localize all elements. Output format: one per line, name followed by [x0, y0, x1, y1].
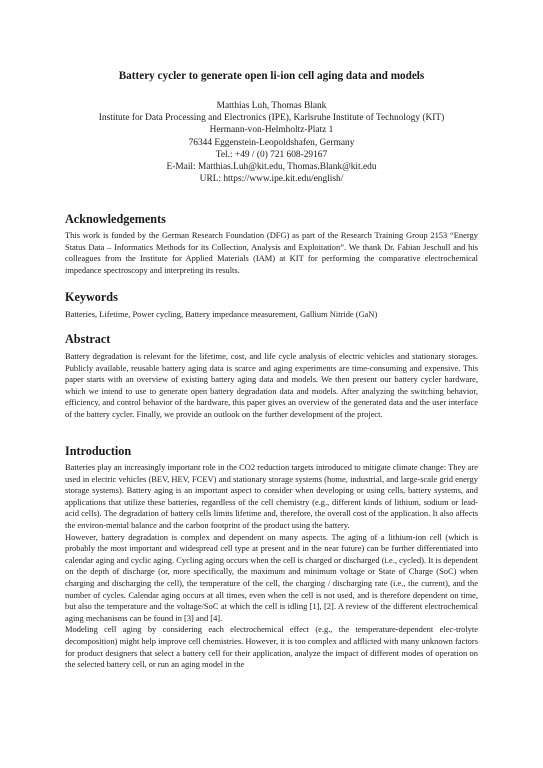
authors: Matthias Luh, Thomas Blank [216, 101, 327, 111]
acknowledgements-heading: Acknowledgements [65, 212, 166, 226]
telephone: Tel.: +49 / (0) 721 608-29167 [215, 149, 328, 160]
introduction-heading: Introduction [65, 444, 132, 458]
introduction-paragraph: Modeling cell aging by considering each electrochemical effect (e.g., the temperature-dependent elec-trolyte decomposition) might help improve cell chemistries. However, it is too complex and afflicted with many unknown factors for product designers that select a battery cell for their application, analyze the impact of different modes of operation on the selected battery cell, or run an aging model in the [65, 624, 478, 670]
website-url: URL: https://www.ipe.kit.edu/english/ [199, 174, 344, 185]
introduction-text [65, 462, 478, 671]
abstract-heading: Abstract [65, 332, 111, 346]
email: E-Mail: Matthias.Luh@kit.edu, Thomas.Blank@kit.edu [166, 162, 377, 173]
introduction-paragraph: Batteries play an increasingly important role in the CO2 reduction targets introduced to mitigate climate change: They are used in electric vehicles (BEV, HEV, FCEV) and stationary storage systems (home, industrial, and large-scale grid energy storage systems). Battery aging is an important aspect to consider when developing or using cells, battery systems, and applications that utilize these batteries, regardless of the cell chemistry (e.g., different kinds of lithium, sodium or lead-acid cells). The degradation of battery cells limits lifetime and, therefore, the overall cost of the application. It also affects the environ-mental balance and the carbon footprint of the product using the battery. [65, 462, 478, 530]
street-address: Hermann-von-Helmholtz-Platz 1 [209, 125, 334, 136]
paper-title: Battery cycler to generate open li-ion cell aging data and models [118, 70, 425, 82]
affiliation: Institute for Data Processing and Electronics (IPE), Karlsruhe Institute of Technology (KIT) [98, 113, 445, 124]
keywords-text: Batteries, Lifetime, Power cycling, Battery impedance measurement, Gallium Nitride (GaN) [65, 309, 378, 319]
abstract-text: Battery degradation is relevant for the lifetime, cost, and life cycle analysis of electric vehicles and stationary storages. Publicly available, reusable battery aging data is scarce and aging experiments are time-consuming and expensive. This paper starts with an overview of existing battery aging data and models. We then present our battery cycler hardware, which we intend to use to generate open battery degradation data and models. After analyzing the switching behavior, efficiency, and control behavior of the hardware, this paper gives an overview of the generated data and the user interface of the battery cycler. Finally, we provide an outlook on the further development of the project. [65, 351, 478, 419]
author-block [55, 100, 488, 185]
acknowledgements-text: This work is funded by the German Research Foundation (DFG) as part of the Research Training Group 2153 “Energy Status Data – Informatics Methods for its Collection, Analysis and Exploitation”. We thank Dr. Fabian Jeschull and his colleagues from the Institute for Applied Materials (IAM) at KIT for performing the comparative electrochemical impedance spectroscopy and interpreting its results. [65, 230, 478, 275]
keywords-heading: Keywords [65, 290, 118, 304]
introduction-paragraph: However, battery degradation is complex and dependent on many aspects. The aging of a lithium-ion cell (which is probably the most important and widespread cell type at present and in the near future) can be further differentiated into calendar aging and cyclic aging. Cycling aging occurs when the cell is charged or discharged (i.e., cycled). It is dependent on the depth of discharge (or, more specifically, the maximum and minimum voltage or State of Charge (SoC) when charging and discharging the cell), the temperature of the cell, the charging / discharging rate (i.e., the current), and the number of cycles. Calendar aging occurs at all times, even when the cell is not used, and is therefore dependent on time, but also the temperature and the voltage/SoC at which the cell is idling [1], [2]. A review of the different electrochemical aging mechanisms can be found in [3] and [4]. [65, 531, 478, 623]
city-address: 76344 Eggenstein-Leopoldshafen, Germany [188, 137, 355, 148]
